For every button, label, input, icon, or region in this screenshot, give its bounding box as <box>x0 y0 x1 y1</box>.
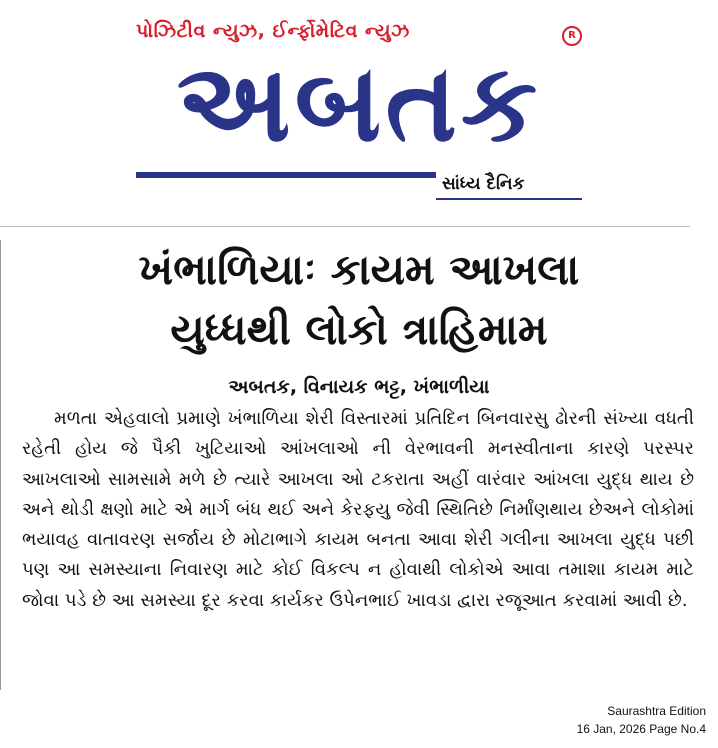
column-border <box>0 240 1 690</box>
subtitle-underline <box>436 198 582 200</box>
newspaper-logo: અબતક <box>176 41 542 166</box>
masthead-subtitle: સાંધ્ય દૈનિક <box>442 174 525 194</box>
masthead-divider <box>0 226 690 227</box>
article-body: મળતા એહવાલો પ્રમાણે ખંભાળિયા શેરી વિસ્તારમાં પ્રતિદિન બિનવારસુ ઢોરની સંખ્યા વધતી રહેતી હોય જે પૈકી ખુટિયાઓ આંખલાઓ ની વેરભાવની મનસ્વીતાના કારણે પરસ્પર આખલાઓ સામસામે મળે છે ત્યારે આખલા ઓ ટકરાતા અહીં વારંવાર આંખલા યુદ્ધ થાય છે અને થોડી ક્ષણો માટે એ માર્ગ બંધ થઈ અને કેરફયુ જેવી સ્થિતિછે નિર્માંણથાય છેઅને લોકોમાં ભયાવહ વાતાવરણ સર્જાય છે મોટાભાગે કાયમ બનતા આવા શેરી ગલીના આખલા યુદ્ધ પછી પણ આ સમસ્યાના નિવારણ માટે કોઈ વિકલ્પ ન હોવાથી લોકોએ આવા તમાશા કાયમ માટે જોવા પડે છે આ સમસ્યા દૂર કરવા કાર્યકર ઉપેનભાઈ ખાવડા દ્વારા રજૂઆત કરવામાં આવી છે. <box>22 408 694 611</box>
edition-info <box>577 702 706 738</box>
masthead <box>0 0 718 230</box>
masthead-tagline: પોઝિટીવ ન્યુઝ, ઈર્ન્ફોમેટિવ ન્યુઝ <box>136 20 410 42</box>
article-byline: અબતક, વિનાયક ભટ્ટ, ખંભાળીયા <box>228 376 490 398</box>
registered-mark-icon: R <box>562 26 582 46</box>
article-headline <box>16 240 702 360</box>
headline-line-1: ખંભાળિયાઃ કાયમ આખલા <box>138 245 580 294</box>
headline-line-2: યુધ્ધથી લોકો ત્રાહિમામ <box>170 305 548 354</box>
edition-name: Saurashtra Edition <box>607 704 706 718</box>
logo-underline <box>136 172 436 178</box>
edition-date-page: 16 Jan, 2026 Page No.4 <box>576 722 706 736</box>
